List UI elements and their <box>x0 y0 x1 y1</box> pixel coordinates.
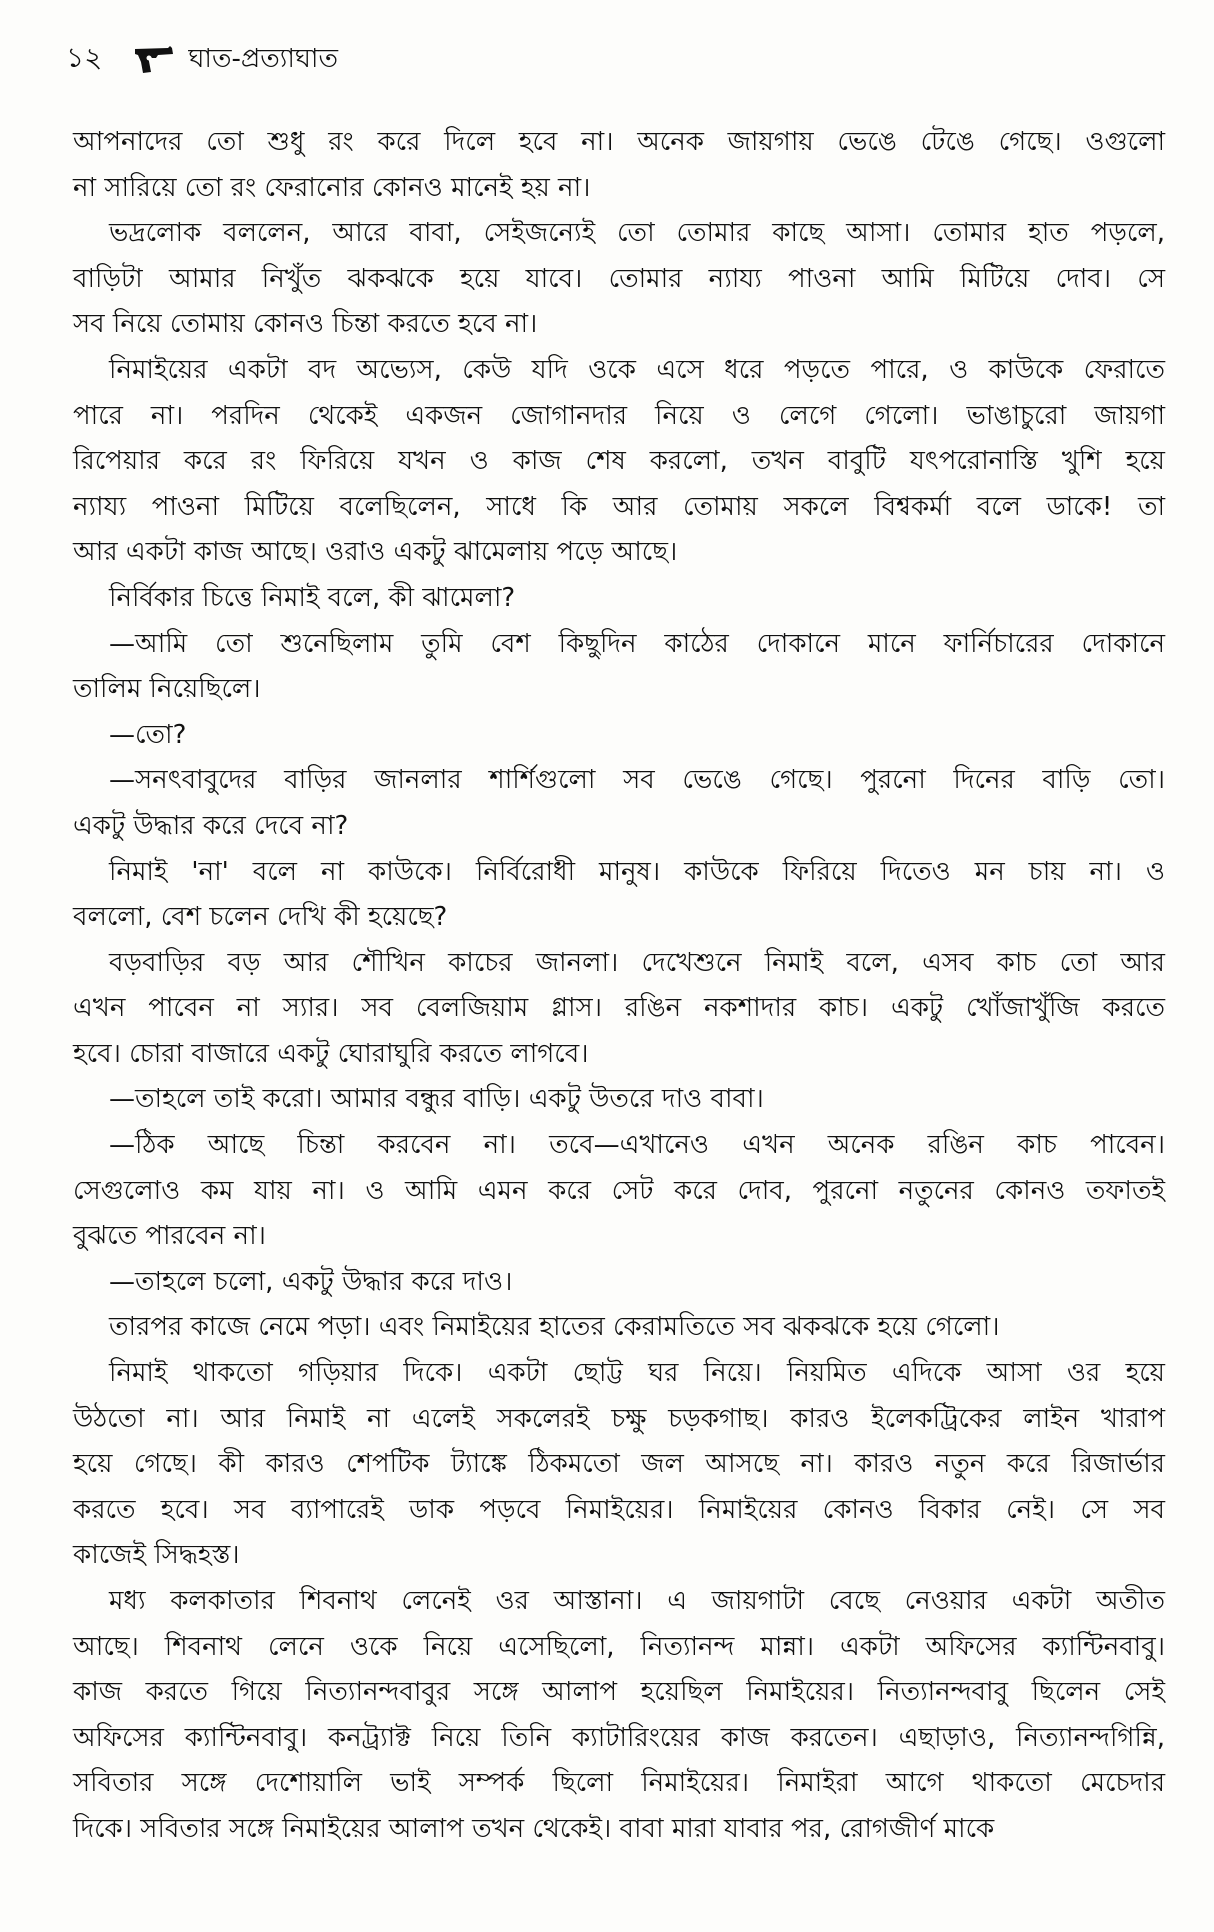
paragraph <box>73 1305 1165 1351</box>
text-line: আছে। শিবনাথ লেনে ওকে নিয়ে এসেছিলো, নিত্যানন্দ মান্না। একটা অফিসের ক্যান্টিনবাবু। <box>73 1631 1165 1662</box>
book-title: ঘাত-প্রত্যাঘাত <box>188 43 338 74</box>
paragraph <box>73 1579 1165 1853</box>
text-line: —তো? <box>109 719 187 750</box>
text-line: সবিতার সঙ্গে দেশোয়ালি ভাই সম্পর্ক ছিলো নিমাইয়ের। নিমাইরা আগে থাকতো মেচেদার <box>73 1768 1165 1799</box>
paragraph <box>73 850 1165 941</box>
text-line: একটু উদ্ধার করে দেবে না? <box>73 810 349 841</box>
paragraph <box>73 622 1165 713</box>
text-line: তালিম নিয়েছিলে। <box>73 674 261 705</box>
text-line: আপনাদের তো শুধু রং করে দিলে হবে না। অনেক জায়গায় ভেঙে টেঙে গেছে। ওগুলো <box>73 127 1165 157</box>
page-number: ১২ <box>66 41 103 74</box>
paragraph <box>73 576 1165 622</box>
paragraph <box>73 1123 1165 1260</box>
text-line: —সনৎবাবুদের বাড়ির জানলার শার্শিগুলো সব ভেঙে গেছে। পুরনো দিনের বাড়ি তো। <box>109 765 1165 796</box>
text-line: নির্বিকার চিত্তে নিমাই বলে, কী ঝামেলা? <box>109 582 516 613</box>
text-line: বড়বাড়ির বড় আর শৌখিন কাচের জানলা। দেখেশুনে নিমাই বলে, এসব কাচ তো আর <box>109 947 1165 978</box>
text-line: ন্যায্য পাওনা মিটিয়ে বলেছিলেন, সাধে কি আর তোমায় সকলে বিশ্বকর্মা বলে ডাকে! তা <box>73 491 1165 522</box>
text-line: এখন পাবেন না স্যার। সব বেলজিয়াম গ্লাস। রঙিন নকশাদার কাচ। একটু খোঁজাখুঁজি করতে <box>73 993 1165 1024</box>
paragraph <box>73 120 1165 211</box>
paragraph <box>73 1351 1165 1579</box>
paragraph <box>73 1077 1165 1123</box>
running-header <box>66 36 338 83</box>
paragraph <box>73 941 1165 1078</box>
text-line: হয়ে গেছে। কী কারও শেপটিক ট্যাঙ্কে ঠিকমতো জল আসছে না। কারও নতুন করে রিজার্ভার <box>73 1449 1165 1480</box>
text-line: অফিসের ক্যান্টিনবাবু। কনট্র্যাক্ট নিয়ে তিনি ক্যাটারিংয়ের কাজ করতেন। এছাড়াও, নিত্যানন্দগিন্নি, <box>73 1722 1165 1753</box>
text-line: সব নিয়ে তোমায় কোনও চিন্তা করতে হবে না। <box>73 309 538 340</box>
text-line: দিকে। সবিতার সঙ্গে নিমাইয়ের আলাপ তখন থেকেই। বাবা মারা যাবার পর, রোগজীর্ণ মাকে <box>73 1813 995 1844</box>
text-line: মধ্য কলকাতার শিবনাথ লেনেই ওর আস্তানা। এ জায়গাটা বেছে নেওয়ার একটা অতীত <box>109 1586 1165 1616</box>
text-line: তারপর কাজে নেমে পড়া। এবং নিমাইয়ের হাতের কেরামতিতে সব ঝকঝকে হয়ে গেলো। <box>109 1312 1000 1343</box>
text-line: সেগুলোও কম যায় না। ও আমি এমন করে সেট করে দোব, পুরনো নতুনের কোনও তফাতই <box>73 1175 1165 1206</box>
paragraph <box>73 211 1165 348</box>
text-line: পারে না। পরদিন থেকেই একজন জোগানদার নিয়ে ও লেগে গেলো। ভাঙাচুরো জায়গা <box>73 400 1165 431</box>
text-line: —তাহলে চলো, একটু উদ্ধার করে দাও। <box>109 1266 513 1297</box>
text-line: —ঠিক আছে চিন্তা করবেন না। তবে—এখানেও এখন অনেক রঙিন কাচ পাবেন। <box>109 1130 1165 1161</box>
text-line: —তাহলে তাই করো। আমার বন্ধুর বাড়ি। একটু উতরে দাও বাবা। <box>109 1084 764 1115</box>
paragraph <box>73 1260 1165 1306</box>
paragraph <box>73 713 1165 759</box>
text-line: বুঝতে পারবেন না। <box>73 1221 266 1252</box>
text-line: বললো, বেশ চলেন দেখি কী হয়েছে? <box>73 902 448 933</box>
page-body <box>73 120 1165 1853</box>
text-line: করতে হবে। সব ব্যাপারেই ডাক পড়বে নিমাইয়ের। নিমাইয়ের কোনও বিকার নেই। সে সব <box>73 1494 1165 1525</box>
text-line: বাড়িটা আমার নিখুঁত ঝকঝকে হয়ে যাবে। তোমার ন্যায্য পাওনা আমি মিটিয়ে দোব। সে <box>73 263 1165 294</box>
text-line: নিমাই 'না' বলে না কাউকে। নির্বিরোধী মানুষ। কাউকে ফিরিয়ে দিতেও মন চায় না। ও <box>109 856 1165 887</box>
text-line: কাজ করতে গিয়ে নিত্যানন্দবাবুর সঙ্গে আলাপ হয়েছিল নিমাইয়ের। নিত্যানন্দবাবু ছিলেন সেই <box>73 1677 1165 1708</box>
text-line: নিমাইয়ের একটা বদ অভ্যেস, কেউ যদি ওকে এসে ধরে পড়তে পারে, ও কাউকে ফেরাতে <box>109 354 1165 385</box>
text-line: নিমাই থাকতো গড়িয়ার দিকে। একটা ছোট্ট ঘর নিয়ে। নিয়মিত এদিকে আসা ওর হয়ে <box>109 1358 1165 1389</box>
paragraph <box>73 348 1165 576</box>
text-line: —আমি তো শুনেছিলাম তুমি বেশ কিছুদিন কাঠের দোকানে মানে ফার্নিচারের দোকানে <box>109 628 1165 659</box>
text-line: কাজেই সিদ্ধহস্ত। <box>73 1540 240 1571</box>
text-line: ভদ্রলোক বললেন, আরে বাবা, সেইজন্যেই তো তোমার কাছে আসা। তোমার হাত পড়লে, <box>109 218 1165 249</box>
pistol-icon <box>134 46 174 74</box>
text-line: না সারিয়ে তো রং ফেরানোর কোনও মানেই হয় না। <box>73 172 591 203</box>
text-line: উঠতো না। আর নিমাই না এলেই সকলেরই চক্ষু চড়কগাছ। কারও ইলেকট্রিকের লাইন খারাপ <box>73 1403 1165 1434</box>
paragraph <box>73 758 1165 849</box>
text-line: হবে। চোরা বাজারে একটু ঘোরাঘুরি করতে লাগবে। <box>73 1038 589 1069</box>
text-line: আর একটা কাজ আছে। ওরাও একটু ঝামেলায় পড়ে আছে। <box>73 537 678 568</box>
text-line: রিপেয়ার করে রং ফিরিয়ে যখন ও কাজ শেষ করলো, তখন বাবুটি যৎপরোনাস্তি খুশি হয়ে <box>73 446 1165 477</box>
